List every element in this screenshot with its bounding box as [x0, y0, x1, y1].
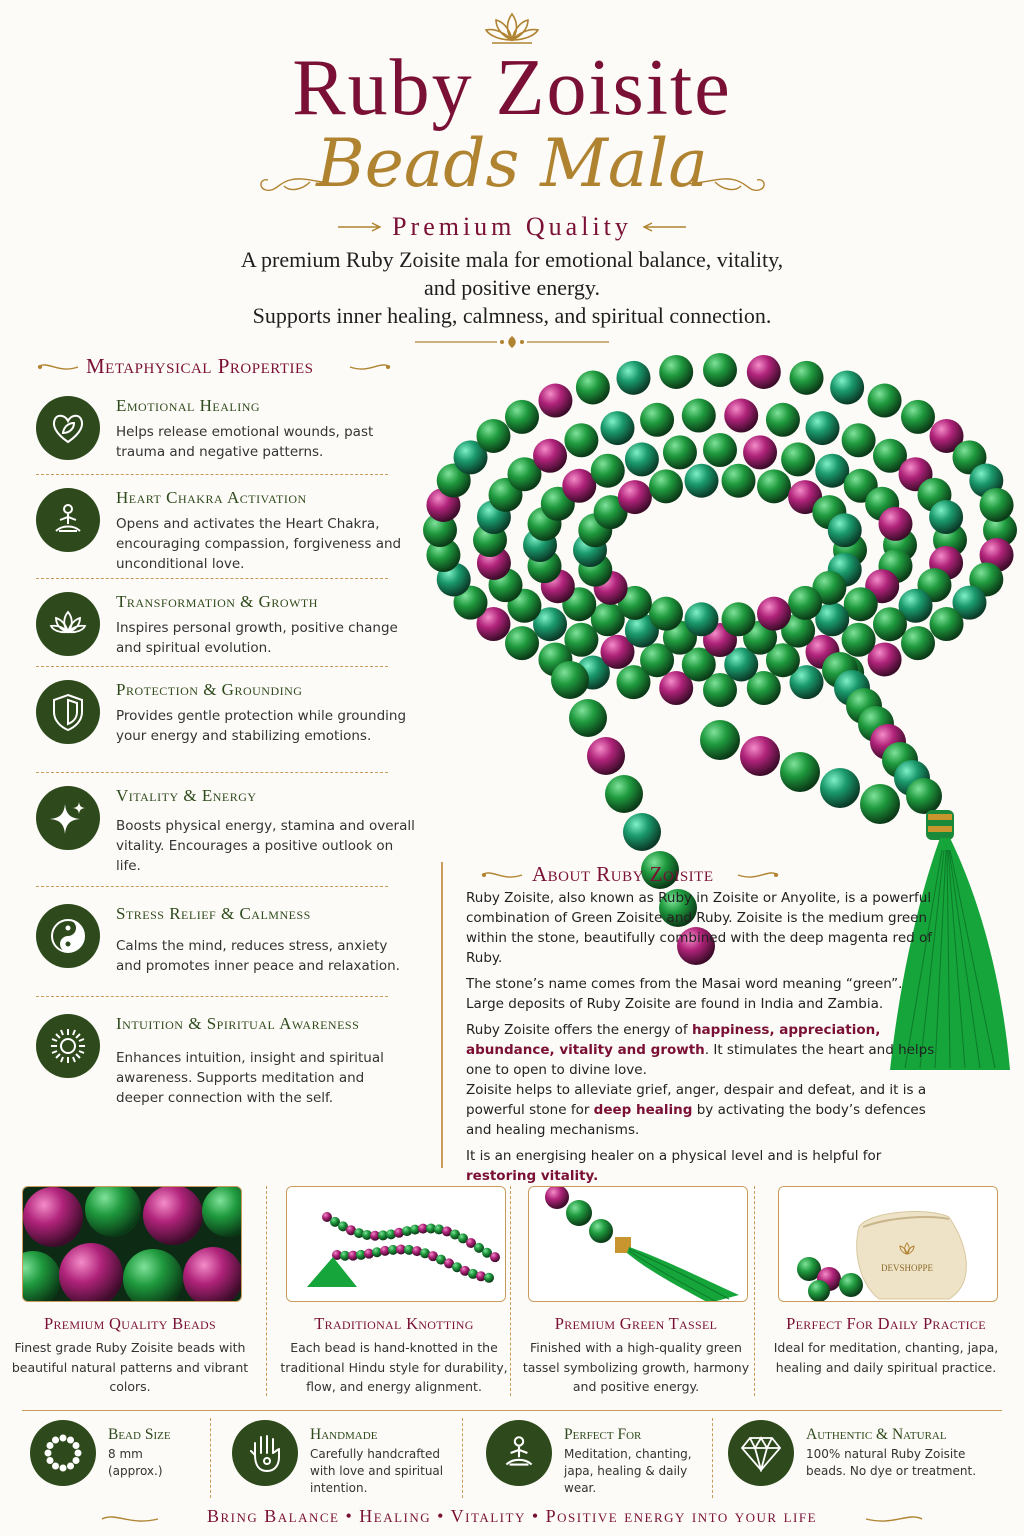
diamond-icon — [728, 1420, 794, 1486]
badge-description: Meditation, chanting, japa, healing & daily wear. — [564, 1447, 692, 1495]
feature-daily-practice — [756, 1186, 999, 1398]
ring-bead — [72, 1442, 79, 1449]
badge-handmade — [232, 1420, 472, 1500]
feature-title: Premium Green Tassel — [554, 1314, 718, 1333]
heart-leaf-icon — [36, 396, 100, 460]
footer-tagline: Bring Balance • Healing • Vitality • Positive energy into your life — [206, 1506, 818, 1526]
mala-bead — [484, 1273, 494, 1283]
mala-bead — [780, 752, 820, 792]
footer-flourish-icon — [864, 1512, 924, 1526]
properties-heading-text: Metaphysical Properties — [86, 354, 314, 378]
mala-bead — [868, 384, 902, 418]
property-title: Emotional Healing — [116, 396, 261, 415]
mala-bead — [906, 778, 942, 814]
feature-title: Premium Quality Beads — [44, 1314, 216, 1333]
mala-bead — [682, 399, 716, 433]
intro-line: and positive energy. — [424, 275, 600, 300]
property-description: Helps release emotional wounds, past trauma and negative patterns. — [116, 424, 374, 460]
mala-bead — [659, 355, 693, 389]
badge-title: Handmade — [310, 1426, 378, 1443]
property-description: Calms the mind, reduces stress, anxiety and promotes inner peace and relaxation. — [116, 938, 400, 974]
mala-bead — [781, 442, 815, 476]
divider — [36, 578, 388, 579]
mala-bead — [901, 626, 935, 660]
mala-bead — [490, 1252, 500, 1262]
badge-title: Authentic & Natural — [806, 1426, 947, 1443]
badge-perfect-for — [486, 1420, 726, 1500]
heading-flourish-icon — [736, 868, 780, 882]
page-title: Ruby Zoisite — [292, 44, 732, 132]
ring-bead — [45, 1450, 52, 1457]
divider — [36, 996, 388, 997]
properties-heading — [36, 354, 396, 384]
mala-bead — [722, 464, 756, 498]
mala-bead — [820, 768, 860, 808]
mala-bead — [623, 813, 661, 851]
yin-yang-icon — [36, 904, 100, 968]
about-divider-line — [441, 862, 443, 1168]
mala-bead — [878, 507, 912, 541]
ring-bead — [52, 1462, 59, 1469]
intro-line: Supports inner healing, calmness, and spiritual connection. — [252, 303, 772, 328]
mala-bead — [930, 607, 964, 641]
mala-bead — [505, 626, 539, 660]
mala-bead — [551, 661, 589, 699]
mala-bead — [724, 399, 758, 433]
ring-bead — [47, 1457, 54, 1464]
quality-tagline: Premium Quality — [392, 212, 632, 241]
property-title: Protection & Grounding — [116, 680, 303, 699]
left-flourish-icon — [250, 168, 345, 198]
mala-bead — [980, 488, 1014, 522]
meditation-icon — [36, 488, 100, 552]
mala-bead — [830, 370, 864, 404]
lotus-icon — [36, 592, 100, 656]
about-paragraph: Zoisite helps to alleviate grief, anger, despair and defeat, and it is a powerful stone for deep healing by activating the body’s defences and healing mechanisms. — [466, 1082, 927, 1138]
mala-bead — [873, 607, 907, 641]
divider — [754, 1186, 755, 1396]
feature-green-tassel — [506, 1186, 750, 1398]
property-title: Stress Relief & Calmness — [116, 904, 311, 923]
ring-bead — [52, 1437, 59, 1444]
feature-traditional-knotting — [264, 1186, 508, 1398]
about-paragraph: It is an energising healer on a physical level and is helpful for restoring vitality. — [466, 1148, 882, 1184]
feature-description: Finest grade Ruby Zoisite beads with beautiful natural patterns and vibrant colors. — [11, 1340, 249, 1394]
mala-bead — [788, 586, 822, 620]
badge-description: 8 mm (approx.) — [108, 1447, 163, 1478]
hand-icon — [232, 1420, 298, 1486]
divider — [712, 1418, 713, 1498]
mala-bead — [747, 355, 781, 389]
mala-bead — [600, 411, 634, 445]
mala-bead — [591, 454, 625, 488]
highlight: happiness, appreciation, abundance, vitality and growth — [466, 1022, 881, 1058]
mala-bead — [684, 464, 718, 498]
knotted-mala-image — [286, 1186, 506, 1302]
mala-bead — [828, 513, 862, 547]
feature-description: Finished with a high-quality green tassel symbolizing growth, harmony and positive energy. — [522, 1340, 750, 1394]
mala-bead — [640, 403, 674, 437]
sparkle-icon — [36, 786, 100, 850]
mala-bead — [538, 384, 572, 418]
ring-bead — [60, 1465, 67, 1472]
mala-bead — [740, 736, 780, 776]
tassel-closeup-image — [528, 1186, 748, 1302]
feature-description: Ideal for meditation, chanting, japa, healing and daily spiritual practice. — [773, 1340, 999, 1375]
mala-bead — [649, 469, 683, 503]
meditation-icon — [486, 1420, 552, 1486]
divider — [22, 1410, 1002, 1411]
mala-bead — [757, 469, 791, 503]
property-description: Provides gentle protection while grounding your energy and stabilizing emotions. — [116, 708, 407, 744]
divider — [36, 772, 388, 773]
intro-text — [0, 246, 1024, 330]
mala-bead — [757, 597, 791, 631]
heading-flourish-icon — [480, 868, 524, 882]
mala-bead — [684, 602, 718, 636]
divider — [36, 886, 388, 887]
mala-bead — [576, 370, 610, 404]
divider — [210, 1418, 211, 1498]
header — [0, 0, 1024, 345]
mala-bead — [616, 361, 650, 395]
mala-bead — [533, 439, 567, 473]
feature-title: Perfect For Daily Practice — [786, 1314, 986, 1333]
mala-bead — [722, 602, 756, 636]
bead-circle-icon — [30, 1420, 96, 1486]
badge-description: Carefully handcrafted with love and spiritual intention. — [310, 1447, 444, 1495]
divider — [36, 666, 388, 667]
ring-bead — [75, 1450, 82, 1457]
shield-icon — [36, 680, 100, 744]
property-title: Intuition & Spiritual Awareness — [116, 1014, 360, 1033]
ring-bead — [60, 1435, 67, 1442]
property-description: Enhances intuition, insight and spiritual awareness. Supports meditation and deeper connection with the self. — [116, 1050, 384, 1106]
mala-bead — [806, 411, 840, 445]
mala-bead — [790, 361, 824, 395]
ring-bead — [47, 1442, 54, 1449]
badge-description: 100% natural Ruby Zoisite beads. No dye or treatment. — [806, 1447, 977, 1478]
highlight: deep healing — [593, 1102, 693, 1118]
mala-bead — [649, 597, 683, 631]
property-description: Opens and activates the Heart Chakra, encouraging compassion, forgiveness and unconditional love. — [116, 516, 402, 572]
ring-bead — [67, 1437, 74, 1444]
mala-bead — [703, 433, 737, 467]
property-description: Boosts physical energy, stamina and overall vitality. Encourages a positive outlook on life. — [116, 818, 415, 874]
feature-description: Each bead is hand-knotted in the traditional Hindu style for durability, flow, and energy alignment. — [280, 1340, 508, 1394]
feature-title: Traditional Knotting — [314, 1314, 474, 1333]
heading-flourish-icon — [348, 360, 392, 374]
lotus-ornament-icon — [482, 10, 542, 46]
mala-bead — [743, 435, 777, 469]
ring-bead — [72, 1457, 79, 1464]
divider — [36, 474, 388, 475]
property-title: Vitality & Energy — [116, 786, 257, 805]
mala-bead — [605, 775, 643, 813]
about-heading — [480, 862, 780, 888]
about-heading-text: About Ruby Zoisite — [532, 862, 714, 886]
page-subtitle: Beads Mala — [316, 125, 708, 202]
pouch-image — [778, 1186, 998, 1302]
badge-title: Perfect For — [564, 1426, 642, 1443]
mala-bead — [505, 400, 539, 434]
property-title: Transformation & Growth — [116, 592, 318, 611]
about-paragraph: The stone’s name comes from the Masai word meaning “green”. Large deposits of Ruby Zoisite are found in India and Zambia. — [466, 976, 903, 1012]
about-paragraph: Ruby Zoisite, also known as Ruby in Zoisite or Anyolite, is a powerful combination of Green Zoisite and Ruby. Zoisite is the medium green within the stone, beautifully combined with the deep magenta red of Ruby. — [466, 890, 932, 966]
property-title: Heart Chakra Activation — [116, 488, 307, 507]
ring-bead — [67, 1462, 74, 1469]
mala-bead — [703, 353, 737, 387]
feature-premium-beads — [0, 1186, 249, 1398]
mala-bead — [564, 423, 598, 457]
badge-title: Bead Size — [108, 1426, 171, 1443]
mala-bead — [618, 480, 652, 514]
mala-bead — [929, 500, 963, 534]
intro-line: A premium Ruby Zoisite mala for emotional balance, vitality, — [240, 247, 784, 272]
about-text — [466, 888, 936, 1192]
badge-authentic — [728, 1420, 977, 1500]
mala-bead — [625, 442, 659, 476]
property-description: Inspires personal growth, positive change and spiritual evolution. — [116, 620, 398, 656]
mala-bead — [860, 784, 900, 824]
heading-flourish-icon — [36, 360, 80, 374]
highlight: restoring vitality. — [466, 1168, 599, 1184]
mala-bead — [842, 423, 876, 457]
mala-bead — [700, 720, 740, 760]
mala-bead — [766, 403, 800, 437]
mala-bead — [663, 435, 697, 469]
beads-closeup-image — [22, 1186, 242, 1302]
divider — [462, 1418, 463, 1498]
right-flourish-icon — [680, 168, 775, 198]
mala-bead — [901, 400, 935, 434]
mala-bead — [476, 419, 510, 453]
mala-bead — [587, 737, 625, 775]
pouch-brand: DEVSHOPPE — [880, 1263, 934, 1273]
mala-bead — [569, 699, 607, 737]
sun-burst-icon — [36, 1014, 100, 1078]
about-paragraph: Ruby Zoisite offers the energy of happiness, appreciation, abundance, vitality and growth. It stimulates the heart and helps one to open to divine love. — [466, 1022, 935, 1078]
